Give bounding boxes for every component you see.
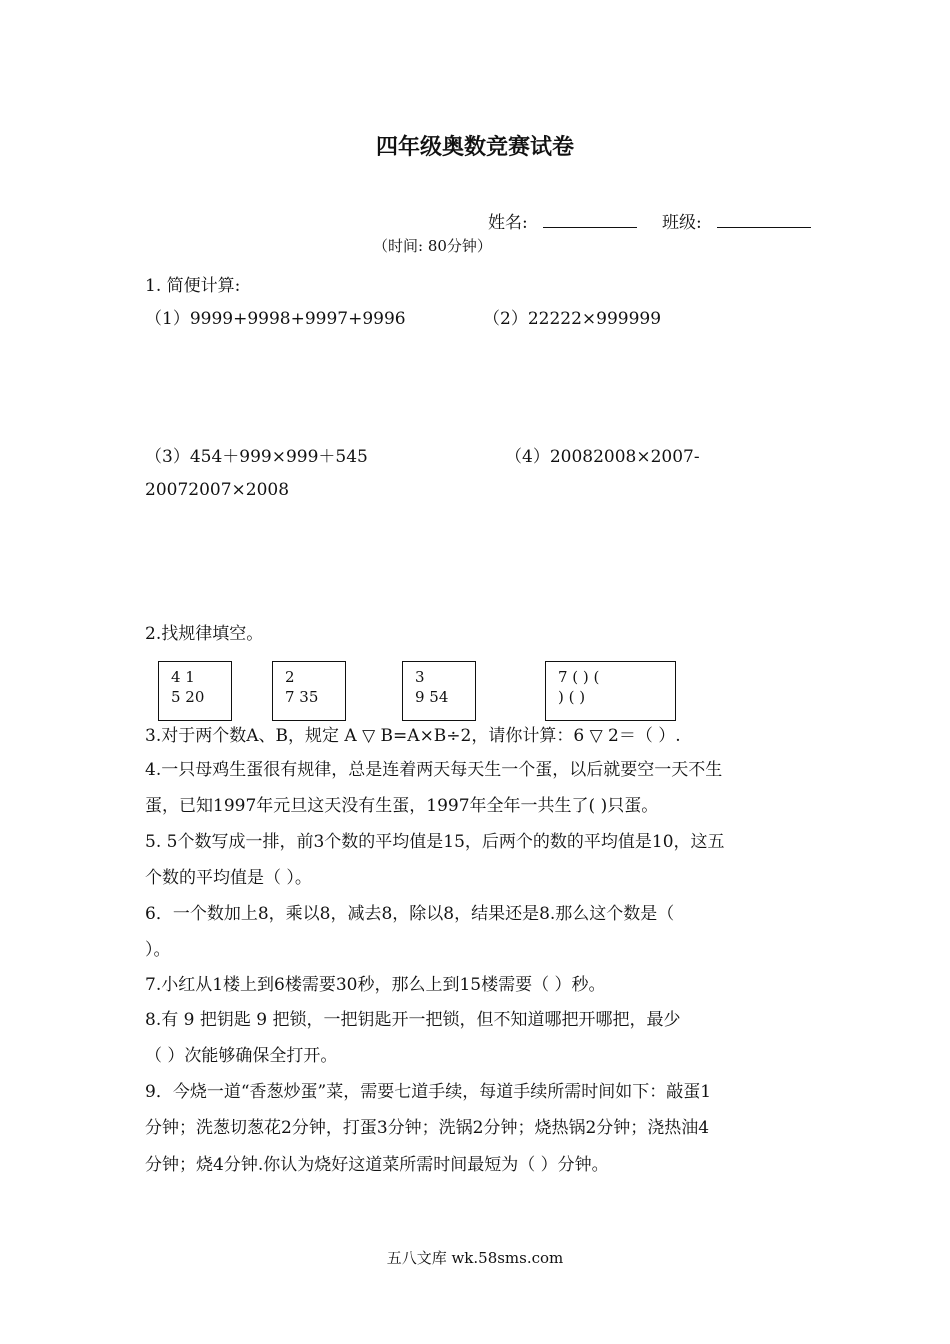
question-9-line3: 分钟；烧4分钟.你认为烧好这道菜所需时间最短为（ ）分钟。	[145, 1155, 609, 1175]
pattern-box-4-row1: 7 ( ) (	[558, 668, 600, 686]
pattern-box-3-row2: 9 54	[415, 688, 449, 706]
name-field	[488, 208, 637, 233]
pattern-box-3-row1: 3	[415, 668, 425, 686]
q1-part4-line2: 20072007×2008	[145, 480, 290, 500]
q1-part4-line1: （4）20082008×2007-	[505, 447, 700, 467]
question-9-line1: 9．今烧一道“香葱炒蛋”菜，需要七道手续，每道手续所需时间如下：敲蛋1	[145, 1082, 712, 1102]
question-6-line1: 6．一个数加上8，乘以8，减去8，除以8，结果还是8.那么这个数是（	[145, 904, 675, 924]
pattern-box-4	[545, 661, 676, 721]
question-9-line2: 分钟；洗葱切葱花2分钟，打蛋3分钟；洗锅2分钟；烧热锅2分钟；浇热油4	[145, 1118, 710, 1138]
class-field	[662, 208, 811, 233]
q2-heading: 2.找规律填空。	[145, 624, 264, 644]
class-blank[interactable]	[717, 227, 811, 228]
pattern-box-1-row1: 4 1	[171, 668, 195, 686]
question-8-line2: （ ）次能够确保全打开。	[145, 1046, 338, 1066]
question-4-line1: 4.一只母鸡生蛋很有规律，总是连着两天每天生一个蛋，以后就要空一天不生	[145, 760, 723, 780]
question-8-line1: 8.有 9 把钥匙 9 把锁，一把钥匙开一把锁，但不知道哪把开哪把，最少	[145, 1010, 681, 1030]
name-blank[interactable]	[543, 227, 637, 228]
name-label: 姓名:	[488, 213, 528, 233]
question-4-line2: 蛋，已知1997年元旦这天没有生蛋，1997年全年一共生了( )只蛋。	[145, 796, 659, 816]
time-note: （时间: 80分钟）	[373, 237, 492, 255]
q1-part3: （3）454＋999×999＋545	[145, 447, 368, 467]
pattern-box-1-row2: 5 20	[171, 688, 205, 706]
q1-part1: （1）9999+9998+9997+9996	[145, 309, 406, 329]
pattern-box-3	[402, 661, 476, 721]
question-5-line2: 个数的平均值是（ ）。	[145, 868, 312, 888]
pattern-box-1	[158, 661, 232, 721]
q1-heading: 1. 简便计算:	[145, 276, 241, 296]
pattern-box-2	[272, 661, 346, 721]
question-6-line2: ）。	[145, 940, 171, 960]
q1-part2: （2）22222×999999	[483, 309, 662, 329]
page-title: 四年级奥数竞赛试卷	[375, 135, 574, 160]
question-3: 3.对于两个数A、B，规定 A ▽ B=A×B÷2，请你计算：6 ▽ 2＝（ ）.	[145, 726, 681, 746]
footer-watermark: 五八文库 wk.58sms.com	[386, 1249, 564, 1267]
question-5-line1: 5. 5个数写成一排，前3个数的平均值是15，后两个的数的平均值是10，这五	[145, 832, 725, 852]
pattern-box-4-row2: ) ( )	[558, 688, 586, 706]
question-7: 7.小红从1楼上到6楼需要30秒，那么上到15楼需要（ ）秒。	[145, 975, 606, 995]
pattern-box-2-row1: 2	[285, 668, 295, 686]
class-label: 班级:	[662, 213, 702, 233]
pattern-box-2-row2: 7 35	[285, 688, 319, 706]
